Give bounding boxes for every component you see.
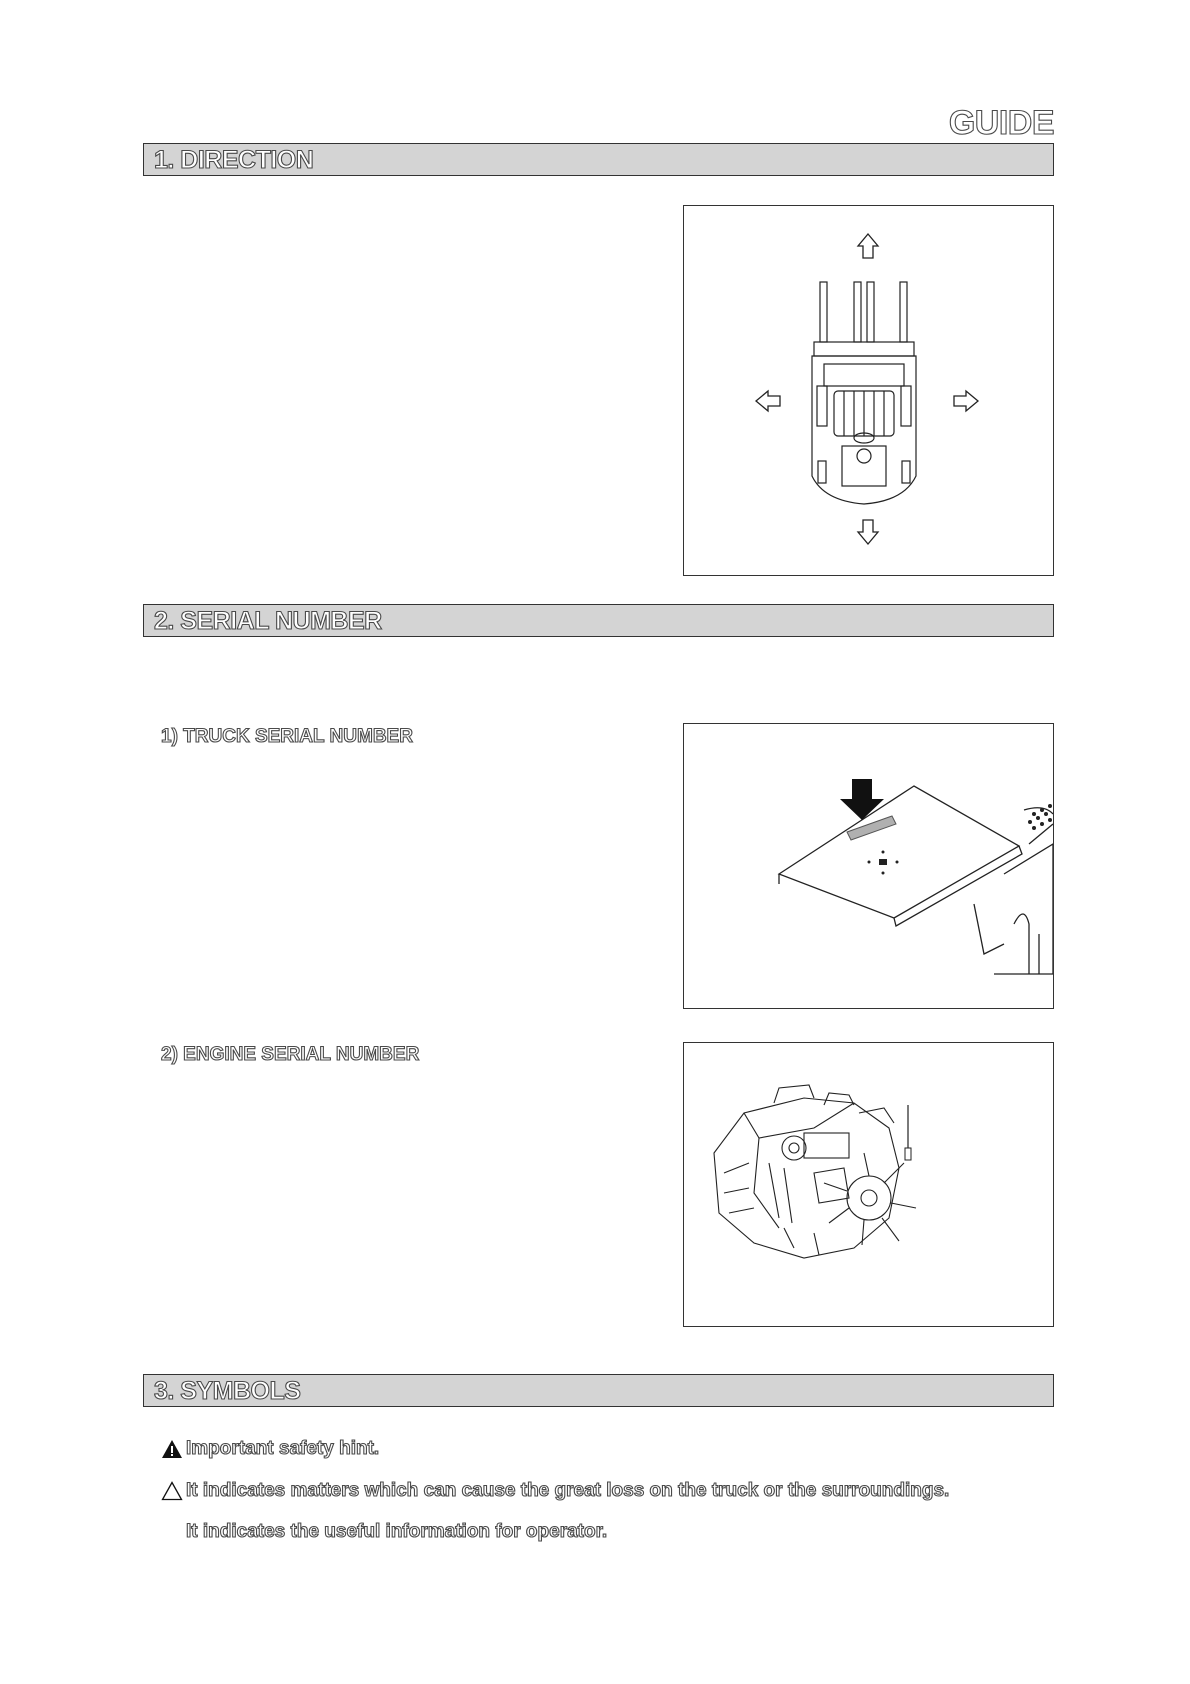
section-header-serial-number: [143, 604, 1054, 637]
engine-serial-diagram: [683, 1042, 1054, 1327]
section-header-direction: [143, 143, 1054, 176]
right-arrow-icon: [954, 391, 978, 411]
filled-warning-triangle-icon: [161, 1439, 183, 1459]
symbol-item-safety-hint: [161, 1438, 379, 1460]
left-arrow-icon: [756, 391, 780, 411]
engine-drawing: [714, 1085, 916, 1258]
outline-warning-triangle-icon: [161, 1481, 183, 1501]
symbol-description: It indicates the useful information for operator.: [186, 1521, 608, 1542]
direction-arrows: [756, 234, 978, 544]
section-title: 3. SYMBOLS: [154, 1377, 301, 1405]
section-header-symbols: [143, 1374, 1054, 1407]
forklift-top-view: [812, 282, 916, 504]
symbol-description: Important safety hint.: [186, 1438, 380, 1459]
engine-serial-number-label: 2) ENGINE SERIAL NUMBER: [161, 1044, 420, 1065]
direction-diagram: [683, 205, 1054, 576]
serial-tag: [905, 1148, 911, 1160]
section-title: 2. SERIAL NUMBER: [154, 607, 382, 635]
page-header-title: GUIDE: [948, 104, 1054, 142]
symbol-description: It indicates matters which can cause the great loss on the truck or the surroundings.: [186, 1480, 950, 1501]
forward-arrow-icon: [858, 234, 878, 258]
truck-serial-plate-diagram: [683, 723, 1054, 1009]
section-title: 1. DIRECTION: [154, 146, 314, 174]
truck-serial-number-label: 1) TRUCK SERIAL NUMBER: [161, 726, 413, 747]
floor-plate-drawing: [779, 786, 1053, 974]
backward-arrow-icon: [858, 520, 878, 544]
symbol-item-info: [186, 1521, 607, 1543]
symbol-item-caution: [161, 1480, 949, 1502]
